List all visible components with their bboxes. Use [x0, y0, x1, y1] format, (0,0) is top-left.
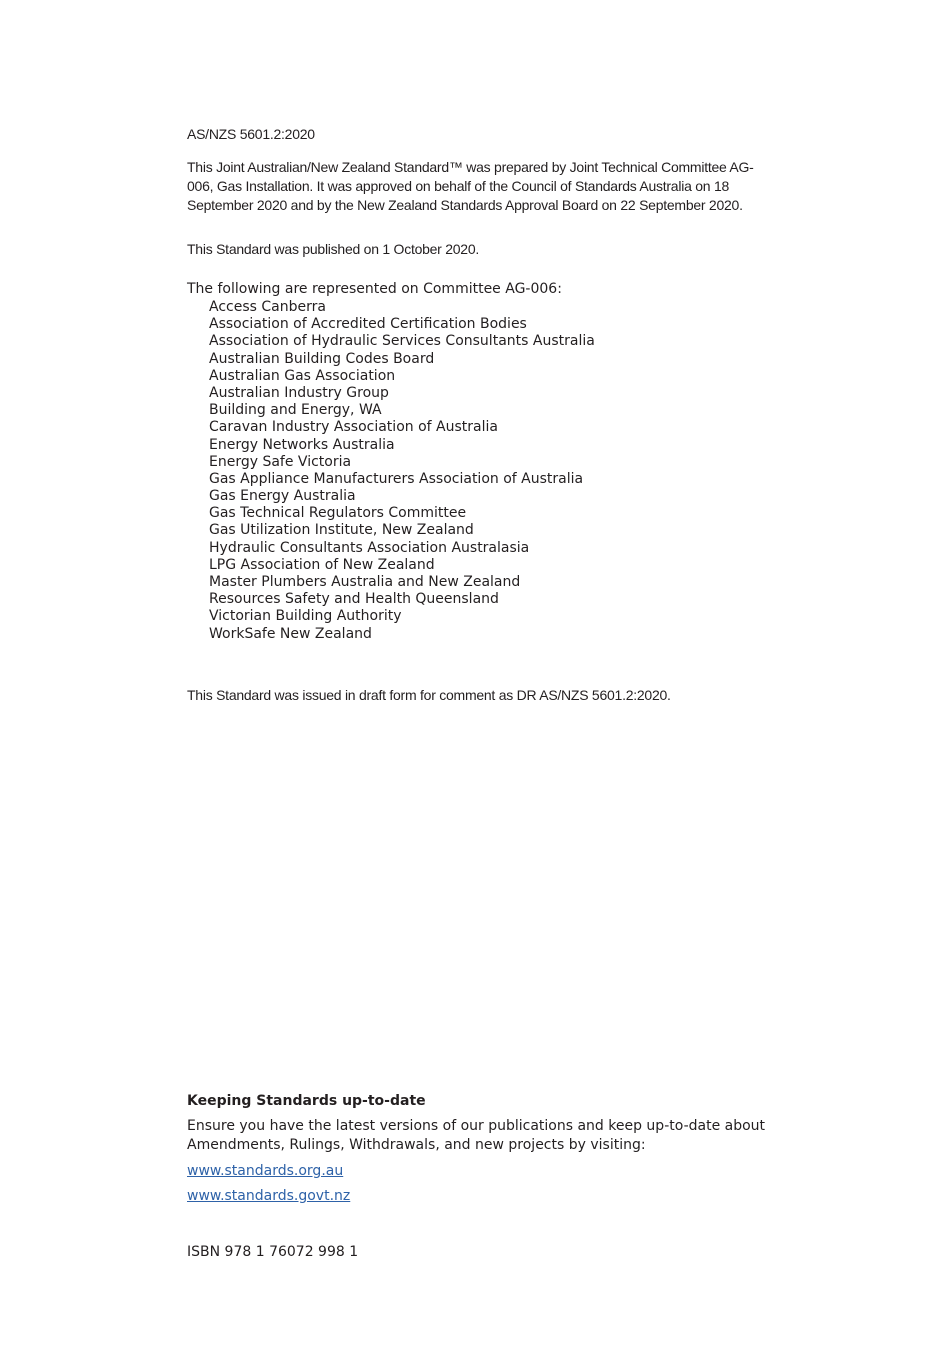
committee-heading: The following are represented on Committee AG-006:	[187, 281, 562, 297]
committee-member: Access Canberra	[209, 299, 326, 315]
committee-member: Gas Utilization Institute, New Zealand	[209, 522, 474, 539]
committee-member: Association of Hydraulic Services Consultants Australia	[209, 333, 595, 350]
committee-member: Caravan Industry Association of Australia	[209, 419, 498, 436]
draft-statement: This Standard was issued in draft form for comment as DR AS/NZS 5601.2:2020.	[187, 687, 671, 703]
standards-australia-link[interactable]: www.standards.org.au	[187, 1163, 344, 1179]
committee-member: LPG Association of New Zealand	[209, 556, 435, 573]
committee-member: Energy Networks Australia	[209, 436, 395, 453]
committee-member: Australian Building Codes Board	[209, 350, 435, 367]
committee-member: Energy Safe Victoria	[209, 453, 352, 470]
committee-member: Gas Technical Regulators Committee	[209, 505, 467, 522]
committee-member: Australian Gas Association	[209, 367, 396, 384]
committee-member: Master Plumbers Australia and New Zealand	[209, 574, 521, 590]
isbn: ISBN 978 1 76072 998 1	[187, 1244, 359, 1260]
committee-member: WorkSafe New Zealand	[209, 625, 372, 642]
committee-member: Building and Energy, WA	[209, 402, 382, 419]
publication-date-statement: This Standard was published on 1 October 2020.	[187, 241, 480, 257]
committee-member: Gas Appliance Manufacturers Association of Australia	[209, 470, 584, 487]
committee-member: Association of Accredited Certification Bodies	[209, 316, 527, 333]
committee-member-list	[209, 299, 595, 643]
standards-new-zealand-link[interactable]: www.standards.govt.nz	[187, 1188, 351, 1204]
keeping-up-to-date-body: Ensure you have the latest versions of our publications and keep up-to-date about Amendments, Rulings, Withdrawals, and new projects by visiting:	[187, 1118, 766, 1153]
preparation-statement: This Joint Australian/New Zealand Standard™ was prepared by Joint Technical Committee AG-006, Gas Installation. It was approved on behalf of the Council of Standards Australia on 18 September 2020 and by the New Zealand Standards Approval Board on 22 September 2020.	[187, 159, 754, 213]
committee-member: Hydraulic Consultants Association Australasia	[209, 539, 530, 556]
committee-member: Resources Safety and Health Queensland	[209, 591, 499, 608]
keeping-up-to-date-heading: Keeping Standards up-to-date	[187, 1093, 426, 1109]
committee-member: Gas Energy Australia	[209, 488, 356, 505]
standard-designation: AS/NZS 5601.2:2020	[187, 126, 315, 142]
committee-member: Australian Industry Group	[209, 384, 389, 401]
committee-member: Victorian Building Authority	[209, 608, 402, 625]
